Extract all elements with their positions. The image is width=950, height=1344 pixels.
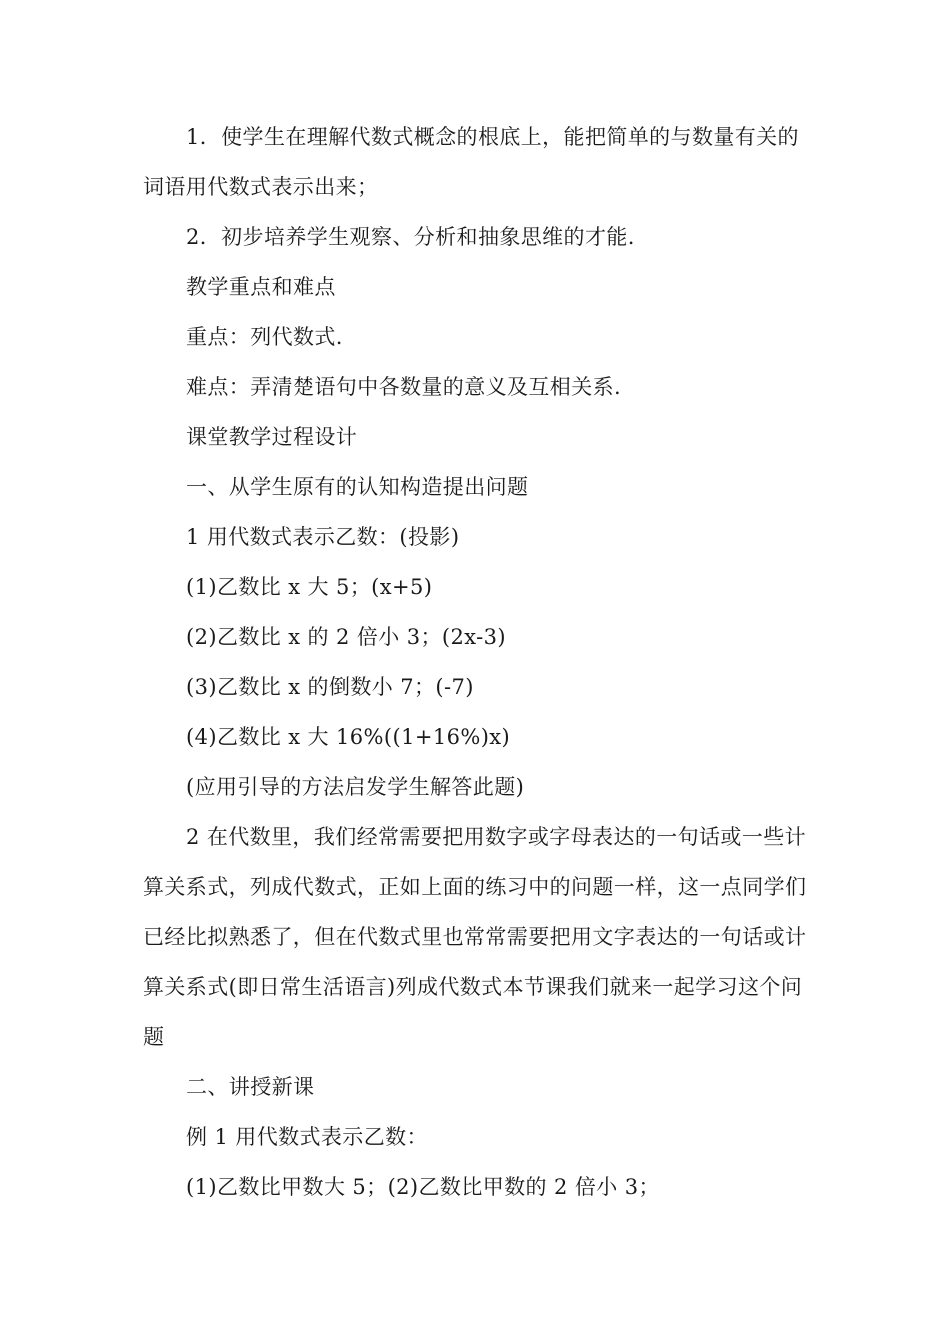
heading-key-points: 教学重点和难点 (186, 275, 336, 299)
paragraph-example-1-items: (1)乙数比甲数大 5；(2)乙数比甲数的 2 倍小 3； (186, 1175, 660, 1199)
heading-section-one: 一、从学生原有的认知构造提出问题 (186, 475, 529, 499)
heading-section-two: 二、讲授新课 (186, 1075, 315, 1099)
paragraph-guidance-note: (应用引导的方法启发学生解答此题) (186, 775, 525, 799)
exercise-item-4: (4)乙数比 x 大 16%((1+16%)x) (186, 725, 511, 749)
paragraph-difficult-point: 难点：弄清楚语句中各数量的意义及互相关系. (186, 375, 622, 399)
paragraph-objective-2: 2．初步培养学生观察、分析和抽象思维的才能. (186, 225, 635, 249)
exercise-item-3: (3)乙数比 x 的倒数小 7；(-7) (186, 675, 474, 699)
paragraph-example-1: 例 1 用代数式表示乙数： (186, 1125, 428, 1149)
document-body (143, 112, 813, 1212)
paragraph-exercise-intro: 1 用代数式表示乙数：(投影) (186, 525, 460, 549)
paragraph-key-point: 重点：列代数式. (186, 325, 343, 349)
heading-process-design: 课堂教学过程设计 (186, 425, 358, 449)
paragraph-explanation: 2 在代数里，我们经常需要把用数字或字母表达的一句话或一些计算关系式，列成代数式，正如上面的练习中的问题一样，这一点同学们已经比拟熟悉了，但在代数式里也常常需要把用文字表达的一句话或计算关系式(即日常生活语言)列成代数式本节课我们就来一起学习这个问题 (143, 825, 807, 1049)
paragraph-objective-1: 1．使学生在理解代数式概念的根底上，能把简单的与数量有关的词语用代数式表示出来； (143, 125, 799, 199)
exercise-item-2: (2)乙数比 x 的 2 倍小 3；(2x-3) (186, 625, 506, 649)
exercise-item-1: (1)乙数比 x 大 5；(x+5) (186, 575, 433, 599)
